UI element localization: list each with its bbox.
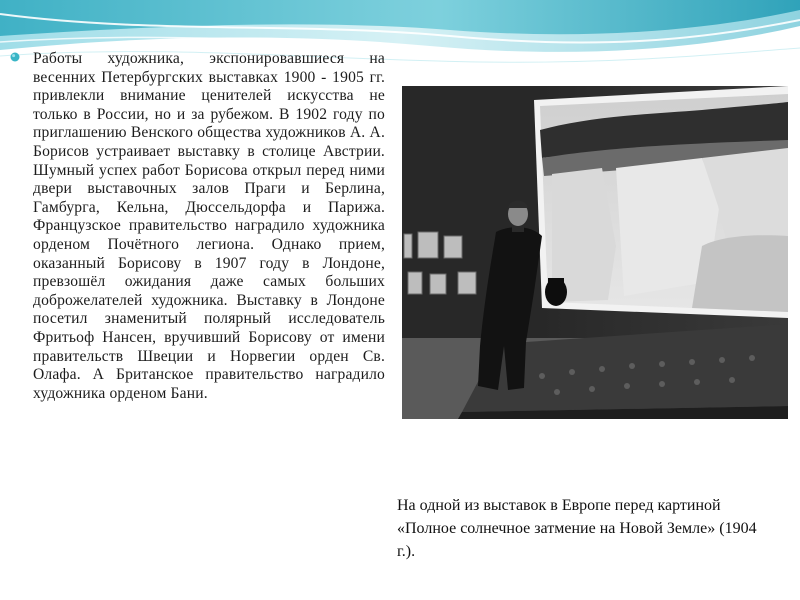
bullet-icon <box>9 51 21 63</box>
body-paragraph: Работы художника, экспонировавшиеся на весенних Петербургских выставках 1900 - 1905 гг. привлекли внимание ценителей искусства не только в России, но и за рубежом. В 1902 году по приглашению Венского общества художников А. А. Борисов устраивает выставку в столице Австрии. Шумный успех работ Борисова открыл перед ними двери выставочных залов Праги и Берлина, Гамбурга, Кельна, Дюссельдорфа и Парижа. Французское правительство наградило художника орденом Почётного легиона. Однако прием, оказанный Борисову в 1907 году в Лондоне, превзошёл ожидания даже самых больших доброжелателей художника. Выставку в Лондоне посетил знаменитый полярный исследователь Фритьоф Нансен, вручивший Борисову от имени правительств Швеции и Норвегии орден Св. Олафа. А Британское правительство наградило художника орденом Бани. <box>33 50 385 402</box>
photograph-icon <box>402 86 788 419</box>
photo-caption: На одной из выставок в Европе перед картиной «Полное солнечное затмение на Новой Земле» (1904 г.). <box>397 497 757 560</box>
exhibition-photo <box>402 86 788 419</box>
